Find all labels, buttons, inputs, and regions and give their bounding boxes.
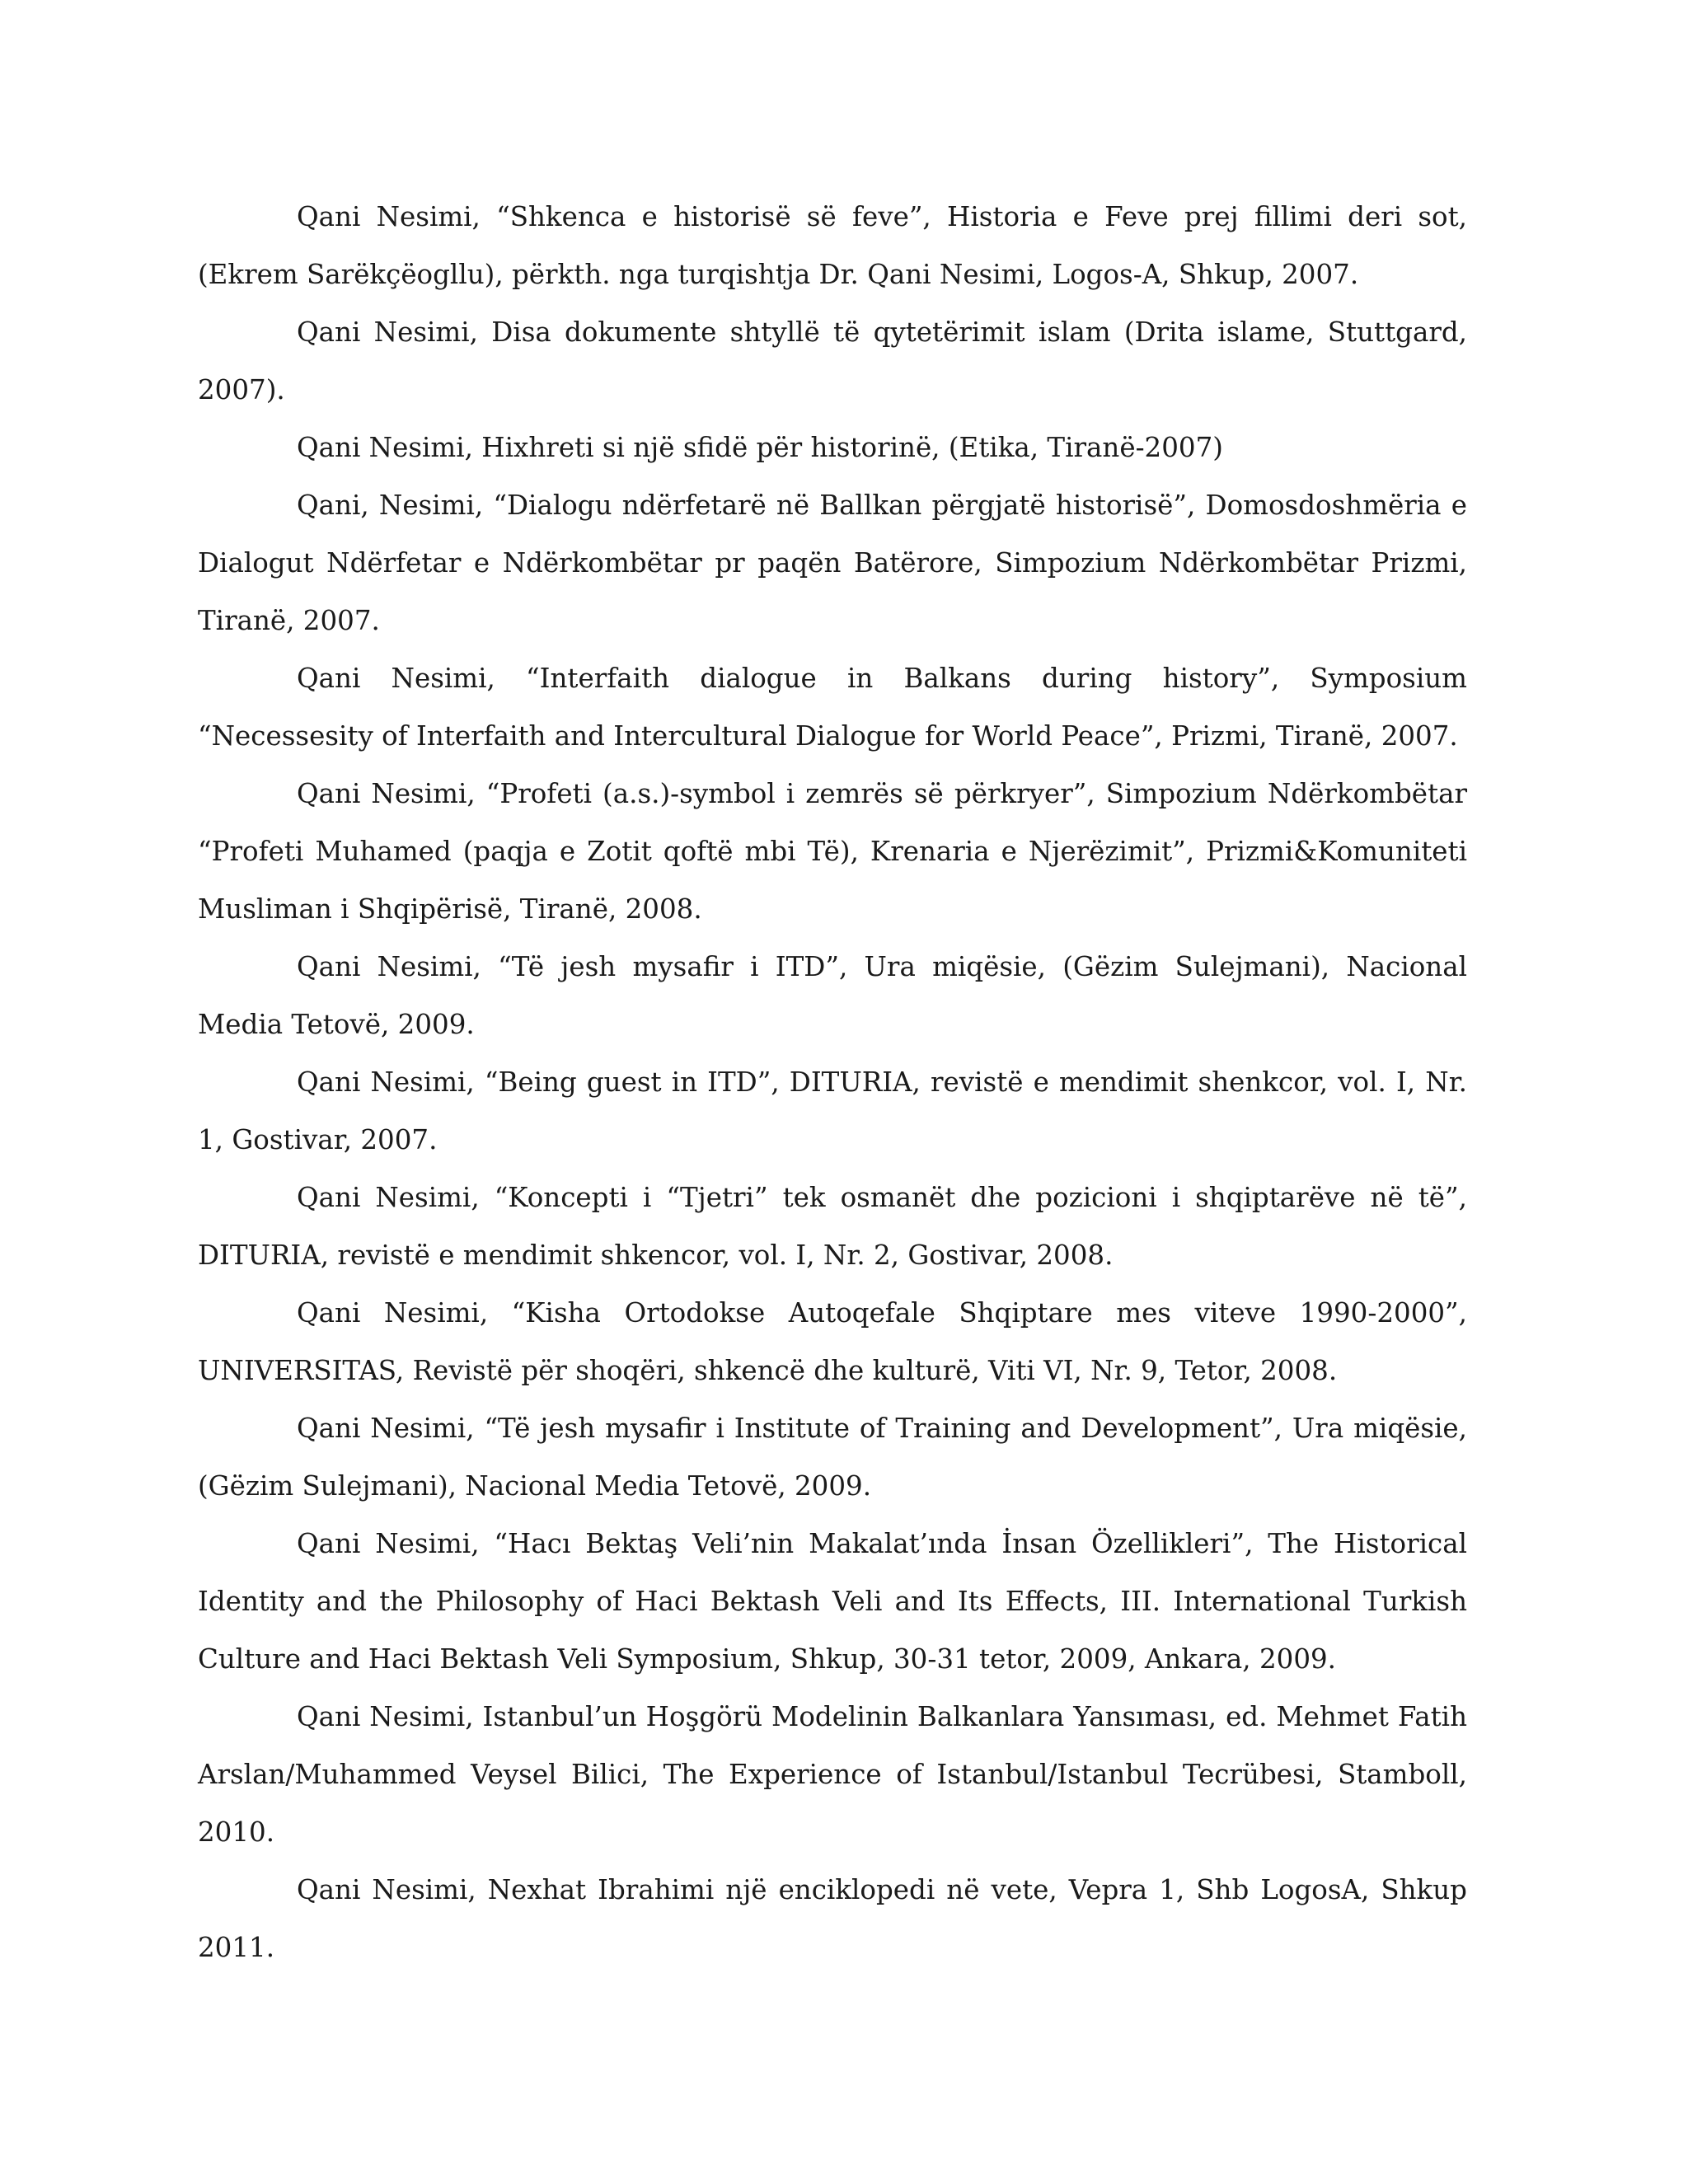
bibliography-entry: Qani Nesimi, “Të jesh mysafir i Institute of Training and Development”, Ura miqësie, (Gëzim Sulejmani), Nacional Media Tetovë, 2009. [198,1413,1467,1502]
bibliography-entry: Qani, Nesimi, “Dialogu ndërfetarë në Ballkan përgjatë historisë”, Domosdoshmëria e Dialogut Ndërfetar e Ndërkombëtar pr paqën Batërore, Simpozium Ndërkombëtar Prizmi, Tiranë, 2007. [198,490,1467,636]
bibliography-entry: Qani Nesimi, “Të jesh mysafir i ITD”, Ura miqësie, (Gëzim Sulejmani), Nacional Media Tetovë, 2009. [198,951,1467,1040]
bibliography-entry: Qani Nesimi, “Being guest in ITD”, DITURIA, revistë e mendimit shenkcor, vol. I, Nr. 1, Gostivar, 2007. [198,1066,1467,1155]
bibliography-entry: Qani Nesimi, “Koncepti i “Tjetri” tek osmanët dhe pozicioni i shqiptarëve në të”, DITURIA, revistë e mendimit shkencor, vol. I, Nr. 2, Gostivar, 2008. [198,1182,1467,1271]
bibliography-entry: Qani Nesimi, Istanbul’un Hoşgörü Modelinin Balkanlara Yansıması, ed. Mehmet Fatih Arslan/Muhammed Veysel Bilici, The Experience of Istanbul/Istanbul Tecrübesi, Stamboll, 2010. [198,1701,1467,1848]
bibliography-entry: Qani Nesimi, Nexhat Ibrahimi një enciklopedi në vete, Vepra 1, Shb LogosA, Shkup 2011. [198,1874,1467,1963]
bibliography-entry: Qani Nesimi, “Hacı Bektaş Veli’nin Makalat’ında İnsan Özellikleri”, The Historical Identity and the Philosophy of Haci Bektash Veli and Its Effects, III. International Turkish Culture and Haci Bektash Veli Symposium, Shkup, 30-31 tetor, 2009, Ankara, 2009. [198,1528,1467,1675]
bibliography-entry: Qani Nesimi, “Shkenca e historisë së feve”, Historia e Feve prej fillimi deri sot, (Ekrem Sarëkçëogllu), përkth. nga turqishtja Dr. Qani Nesimi, Logos-A, Shkup, 2007. [198,201,1467,290]
bibliography-entry: Qani Nesimi, “Kisha Ortodokse Autoqefale Shqiptare mes viteve 1990-2000”, UNIVERSITAS, Revistë për shoqëri, shkencë dhe kulturë, Viti VI, Nr. 9, Tetor, 2008. [198,1297,1467,1386]
bibliography-entry: Qani Nesimi, Disa dokumente shtyllë të qytetërimit islam (Drita islame, Stuttgard, 2007). [198,316,1467,405]
bibliography-entry: Qani Nesimi, Hixhreti si një sfidë për historinë, (Etika, Tiranë-2007) [297,432,1223,463]
bibliography-entry: Qani Nesimi, “Interfaith dialogue in Balkans during history”, Symposium “Necessesity of Interfaith and Intercultural Dialogue for World Peace”, Prizmi, Tiranë, 2007. [198,663,1467,752]
bibliography-page [198,188,1467,1976]
bibliography-entry: Qani Nesimi, “Profeti (a.s.)-symbol i zemrës së përkryer”, Simpozium Ndërkombëtar “Profeti Muhamed (paqja e Zotit qoftë mbi Të), Krenaria e Njerëzimit”, Prizmi&Komuniteti Musliman i Shqipërisë, Tiranë, 2008. [198,778,1467,925]
